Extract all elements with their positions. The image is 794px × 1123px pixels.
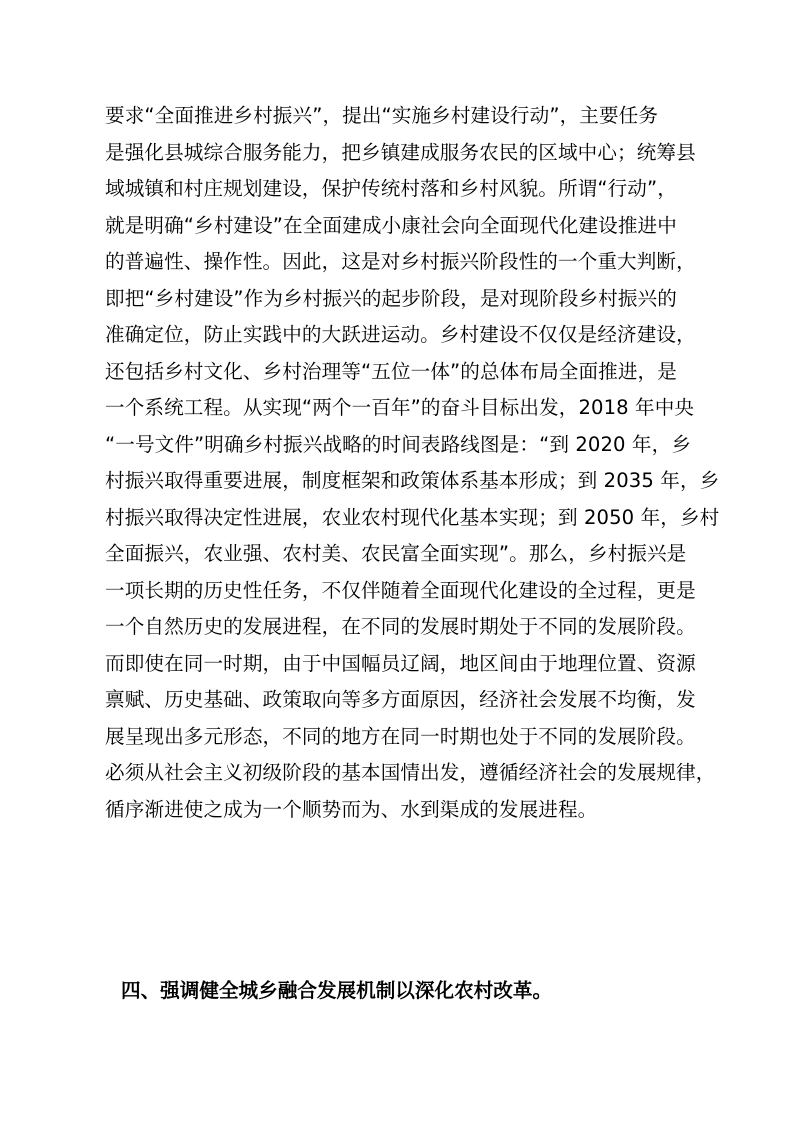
- paragraph-line: 的普遍性、操作性。因此，这是对乡村振兴阶段性的一个重大判断，: [105, 250, 696, 273]
- paragraph-line: 一项长期的历史性任务，不仅伴随着全面现代化建设的全过程，更是: [105, 578, 696, 602]
- paragraph-line: 全面振兴，农业强、农村美、农民富全面实现”。那么，乡村振兴是: [105, 542, 687, 565]
- paragraph-line: 展呈现出多元形态，不同的地方在同一时期也处于不同的发展阶段。: [105, 724, 696, 748]
- paragraph-line: 一个自然历史的发展进程，在不同的发展时期处于不同的发展阶段。: [105, 615, 696, 638]
- paragraph-line: 循序渐进使之成为一个顺势而为、水到渠成的发展进程。: [105, 797, 598, 821]
- paragraph-line: 禀赋、历史基础、政策取向等多方面原因，经济社会发展不均衡，发: [105, 688, 696, 711]
- paragraph-line: 要求“全面推进乡村振兴”，提出“实施乡村建设行动”，主要任务: [105, 104, 659, 127]
- paragraph-line: 准确定位，防止实践中的大跃进运动。乡村建设不仅仅是经济建设，: [105, 323, 696, 346]
- paragraph-line: 域城镇和村庄规划建设，保护传统村落和乡村风貌。所谓“行动”，: [105, 177, 677, 200]
- section-heading: 四、强调健全城乡融合发展机制以深化农村改革。: [121, 979, 553, 1002]
- paragraph-line: 即把“乡村建设”作为乡村振兴的起步阶段，是对现阶段乡村振兴的: [105, 286, 677, 310]
- paragraph-line: “一号文件”明确乡村振兴战略的时间表路线图是：“到 2020 年，乡: [105, 432, 692, 456]
- paragraph-line: 村振兴取得决定性进展，农业农村现代化基本实现；到 2050 年，乡村: [105, 505, 720, 529]
- paragraph-line: 就是明确“乡村建设”在全面建成小康社会向全面现代化建设推进中: [105, 213, 677, 237]
- paragraph-line: 还包括乡村文化、乡村治理等“五位一体”的总体布局全面推进，是: [105, 359, 677, 383]
- body-paragraph: [105, 98, 720, 828]
- paragraph-line: 村振兴取得重要进展，制度框架和政策体系基本形成；到 2035 年，乡: [105, 469, 720, 492]
- paragraph-line: 是强化县城综合服务能力，把乡镇建成服务农民的区域中心；统筹县: [105, 140, 696, 164]
- paragraph-line: 一个系统工程。从实现“两个一百年”的奋斗目标出发，2018 年中央: [105, 396, 695, 419]
- paragraph-line: 必须从社会主义初级阶段的基本国情出发，遵循经济社会的发展规律，: [105, 761, 716, 784]
- paragraph-line: 而即使在同一时期，由于中国幅员辽阔，地区间由于地理位置、资源: [105, 651, 696, 675]
